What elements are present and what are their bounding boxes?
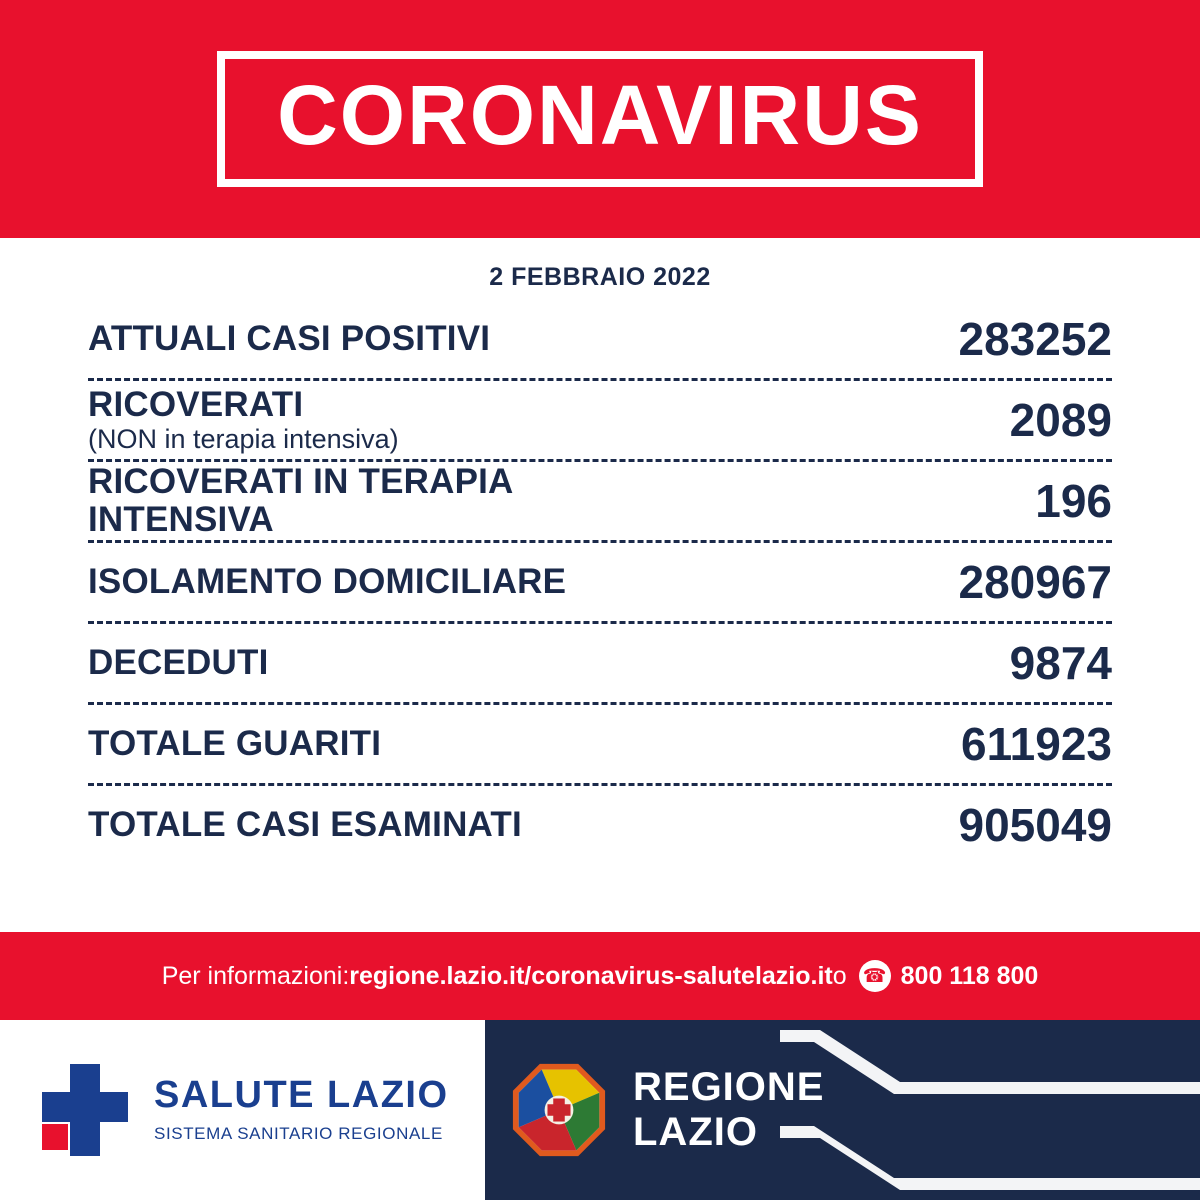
stat-value: 283252 <box>958 313 1112 365</box>
footer <box>0 1020 1200 1200</box>
stat-value: 9874 <box>1009 637 1112 689</box>
statistics-table <box>0 300 1200 864</box>
stat-value: 196 <box>1035 475 1112 527</box>
regione-lazio-block <box>485 1020 1200 1200</box>
stat-label-main: RICOVERATI <box>88 384 304 424</box>
stat-label: ISOLAMENTO DOMICILIARE <box>88 562 567 602</box>
table-row <box>88 786 1112 864</box>
table-row <box>88 462 1112 540</box>
chevron-decoration-icon <box>780 1020 1200 1200</box>
website-link-salutelazio[interactable]: salutelazio.it <box>682 961 833 990</box>
regione-lazio-line2: LAZIO <box>633 1110 758 1154</box>
table-row <box>88 300 1112 378</box>
stat-label: TOTALE GUARITI <box>88 724 382 764</box>
salute-lazio-text <box>154 1076 449 1144</box>
regione-lazio-emblem-icon <box>511 1062 607 1158</box>
phone-number[interactable]: 800 118 800 <box>900 961 1039 990</box>
stat-value: 905049 <box>958 799 1112 851</box>
info-bar <box>0 932 1200 1020</box>
report-date: 2 FEBBRAIO 2022 <box>489 263 711 291</box>
table-row <box>88 624 1112 702</box>
website-link-regione[interactable]: regione.lazio.it/coronavirus <box>349 961 675 990</box>
page-title: CORONAVIRUS <box>277 68 923 162</box>
salute-lazio-title: SALUTE LAZIO <box>154 1074 449 1116</box>
info-prefix: Per informazioni: <box>161 961 350 990</box>
health-cross-icon <box>32 1058 136 1162</box>
info-separator: - <box>674 961 683 990</box>
header-title-frame <box>217 51 983 187</box>
stat-label: TOTALE CASI ESAMINATI <box>88 805 522 845</box>
salute-lazio-subtitle: SISTEMA SANITARIO REGIONALE <box>154 1124 443 1143</box>
stat-label: ATTUALI CASI POSITIVI <box>88 319 491 359</box>
stat-value: 611923 <box>961 718 1112 770</box>
info-conjunction: o <box>832 961 847 990</box>
table-row <box>88 381 1112 459</box>
stat-value: 280967 <box>958 556 1112 608</box>
table-row <box>88 705 1112 783</box>
stat-label <box>88 386 399 455</box>
stat-label-note: (NON in terapia intensiva) <box>88 424 399 455</box>
stat-value: 2089 <box>1009 394 1112 446</box>
salute-lazio-logo-block <box>0 1020 485 1200</box>
header-banner <box>0 0 1200 238</box>
stat-label: DECEDUTI <box>88 643 269 683</box>
stat-label: RICOVERATI IN TERAPIA INTENSIVA <box>88 462 513 539</box>
phone-icon: ☎ <box>859 960 891 992</box>
regione-lazio-line1: REGIONE <box>633 1065 825 1110</box>
table-row <box>88 543 1112 621</box>
report-date-row <box>0 238 1200 300</box>
regione-lazio-text <box>633 1065 824 1155</box>
